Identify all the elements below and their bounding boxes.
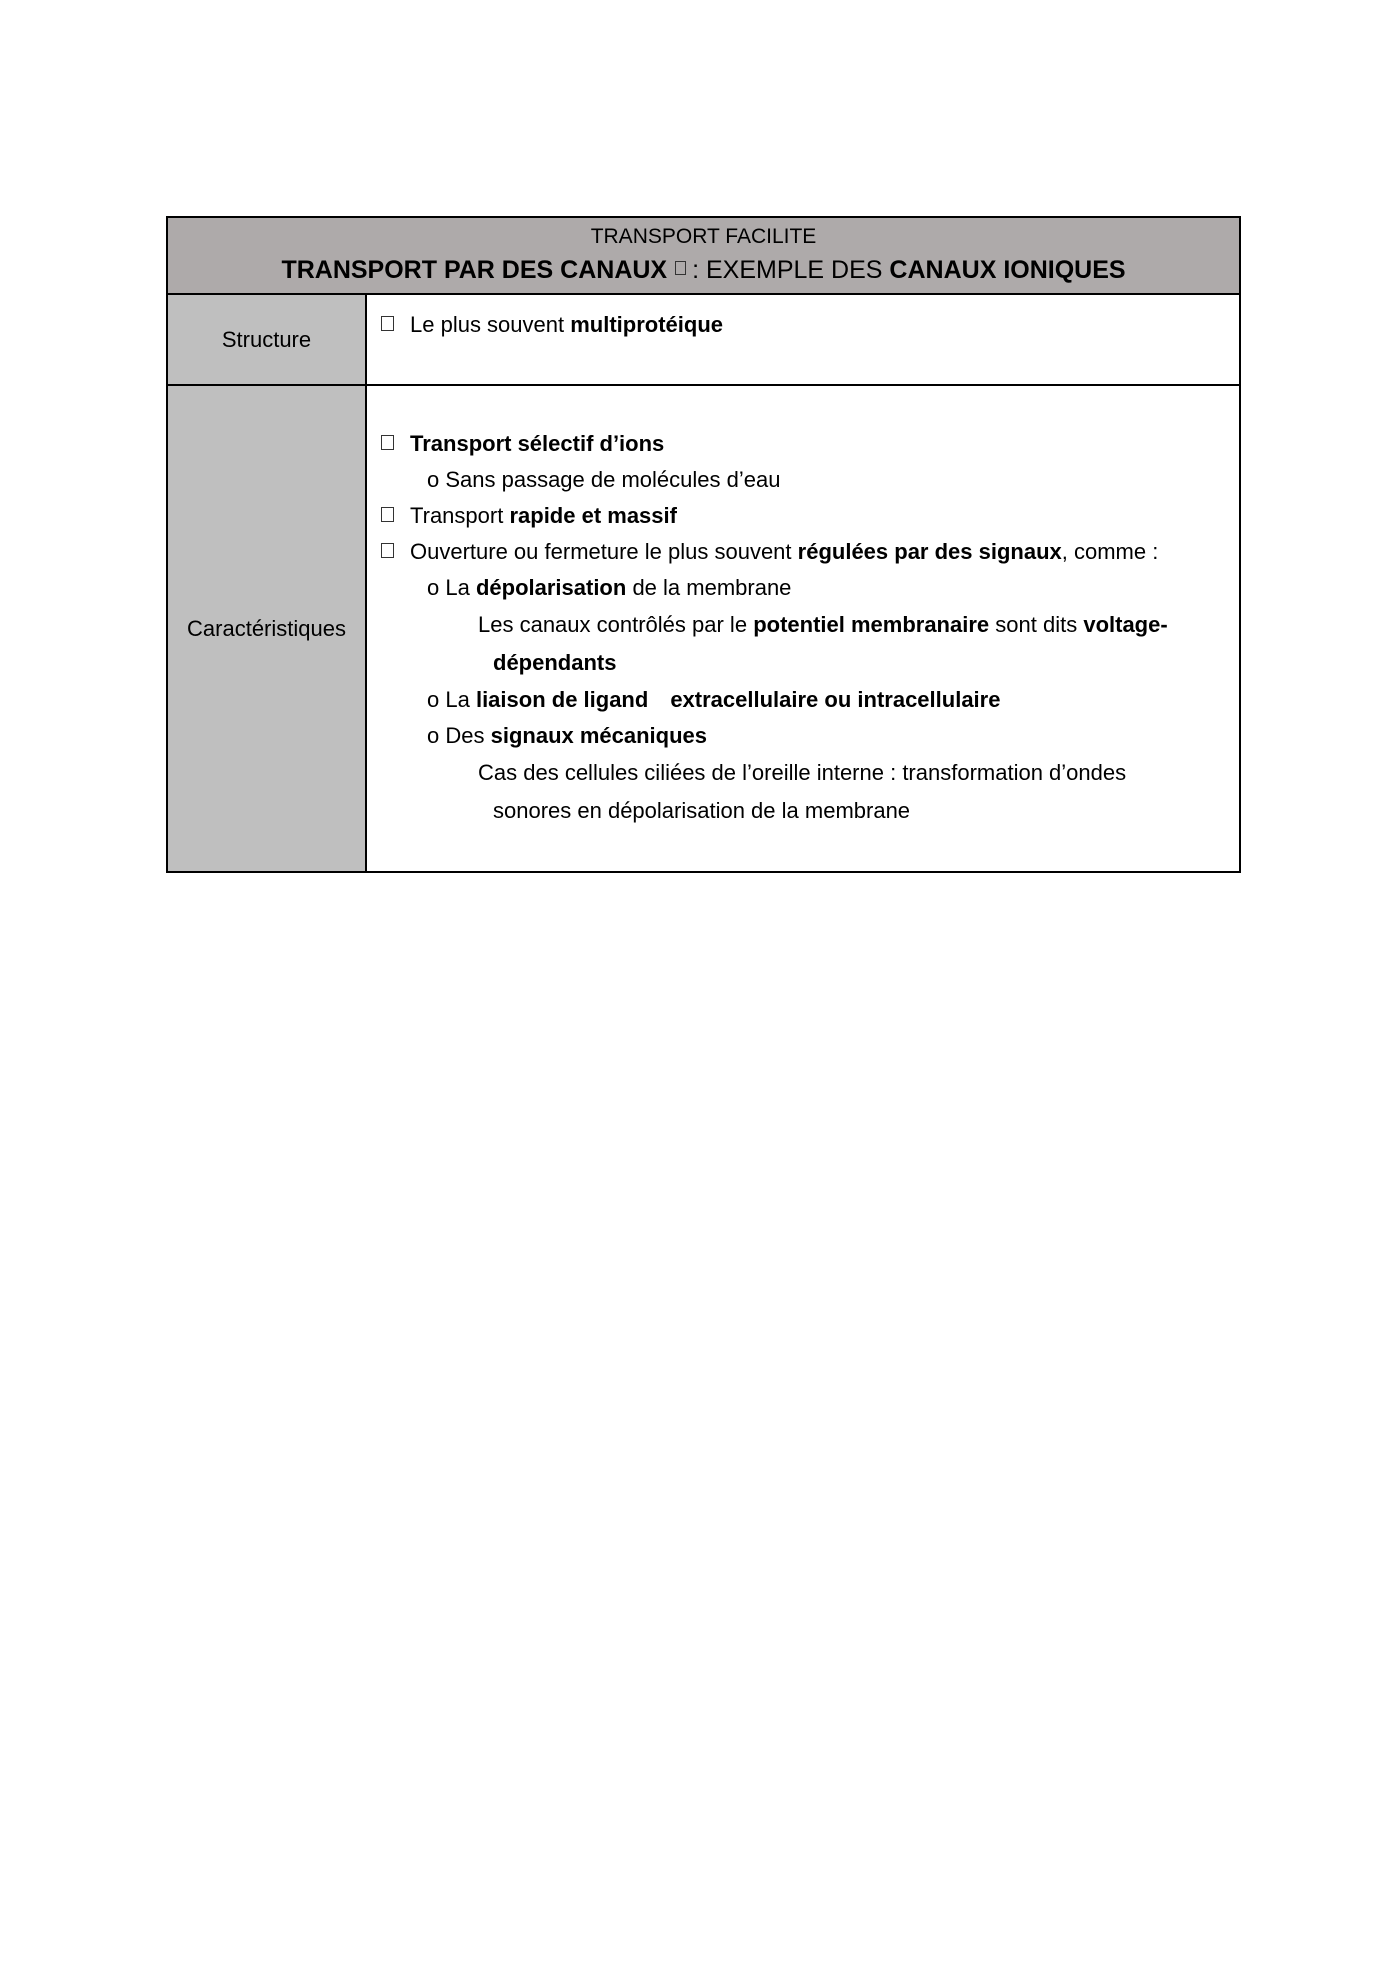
list-detail-cont: dépendants (493, 650, 617, 675)
table-header (168, 218, 1239, 295)
row-caracteristiques (168, 386, 1239, 871)
info-table (166, 216, 1241, 873)
bullet-box-icon (381, 316, 394, 331)
bullet-box-icon (381, 435, 394, 450)
label-structure: Structure (168, 295, 367, 384)
row-structure (168, 295, 1239, 386)
bullet-box-icon (381, 507, 394, 522)
list-subitem: o La dépolarisation de la membrane (427, 575, 792, 600)
list-detail: Cas des cellules ciliées de l’oreille interne : transformation d’ondes (478, 760, 1127, 785)
header-subtitle: TRANSPORT FACILITE (590, 225, 817, 248)
list-item: Ouverture ou fermeture le plus souvent régulées par des signaux, comme : (381, 534, 1239, 570)
title-part1: TRANSPORT PAR DES CANAUX (281, 256, 668, 284)
list-detail-cont: sonores en dépolarisation de la membrane (493, 798, 911, 823)
list-item: Transport rapide et massif (381, 498, 1239, 534)
list-subitem: o Sans passage de molécules d’eau (427, 467, 781, 492)
bullet-box-icon (381, 543, 394, 558)
list-item: Le plus souvent multiprotéique (381, 307, 1239, 343)
title-part2: : EXEMPLE DES (692, 256, 883, 284)
content-caracteristiques (367, 386, 1239, 871)
label-caracteristiques: Caractéristiques (168, 386, 367, 871)
content-structure (367, 295, 1239, 384)
title-part3: CANAUX IONIQUES (889, 256, 1126, 284)
list-subitem: o Des signaux mécaniques (427, 723, 708, 748)
checkbox-glyph-icon (675, 261, 686, 275)
list-subitem: o La liaison de ligand extracellulaire ou intracellulaire (427, 687, 1001, 712)
header-title (168, 252, 1239, 288)
list-detail: Les canaux contrôlés par le potentiel membranaire sont dits voltage- (478, 612, 1168, 637)
list-item: Transport sélectif d’ions (381, 426, 1239, 462)
